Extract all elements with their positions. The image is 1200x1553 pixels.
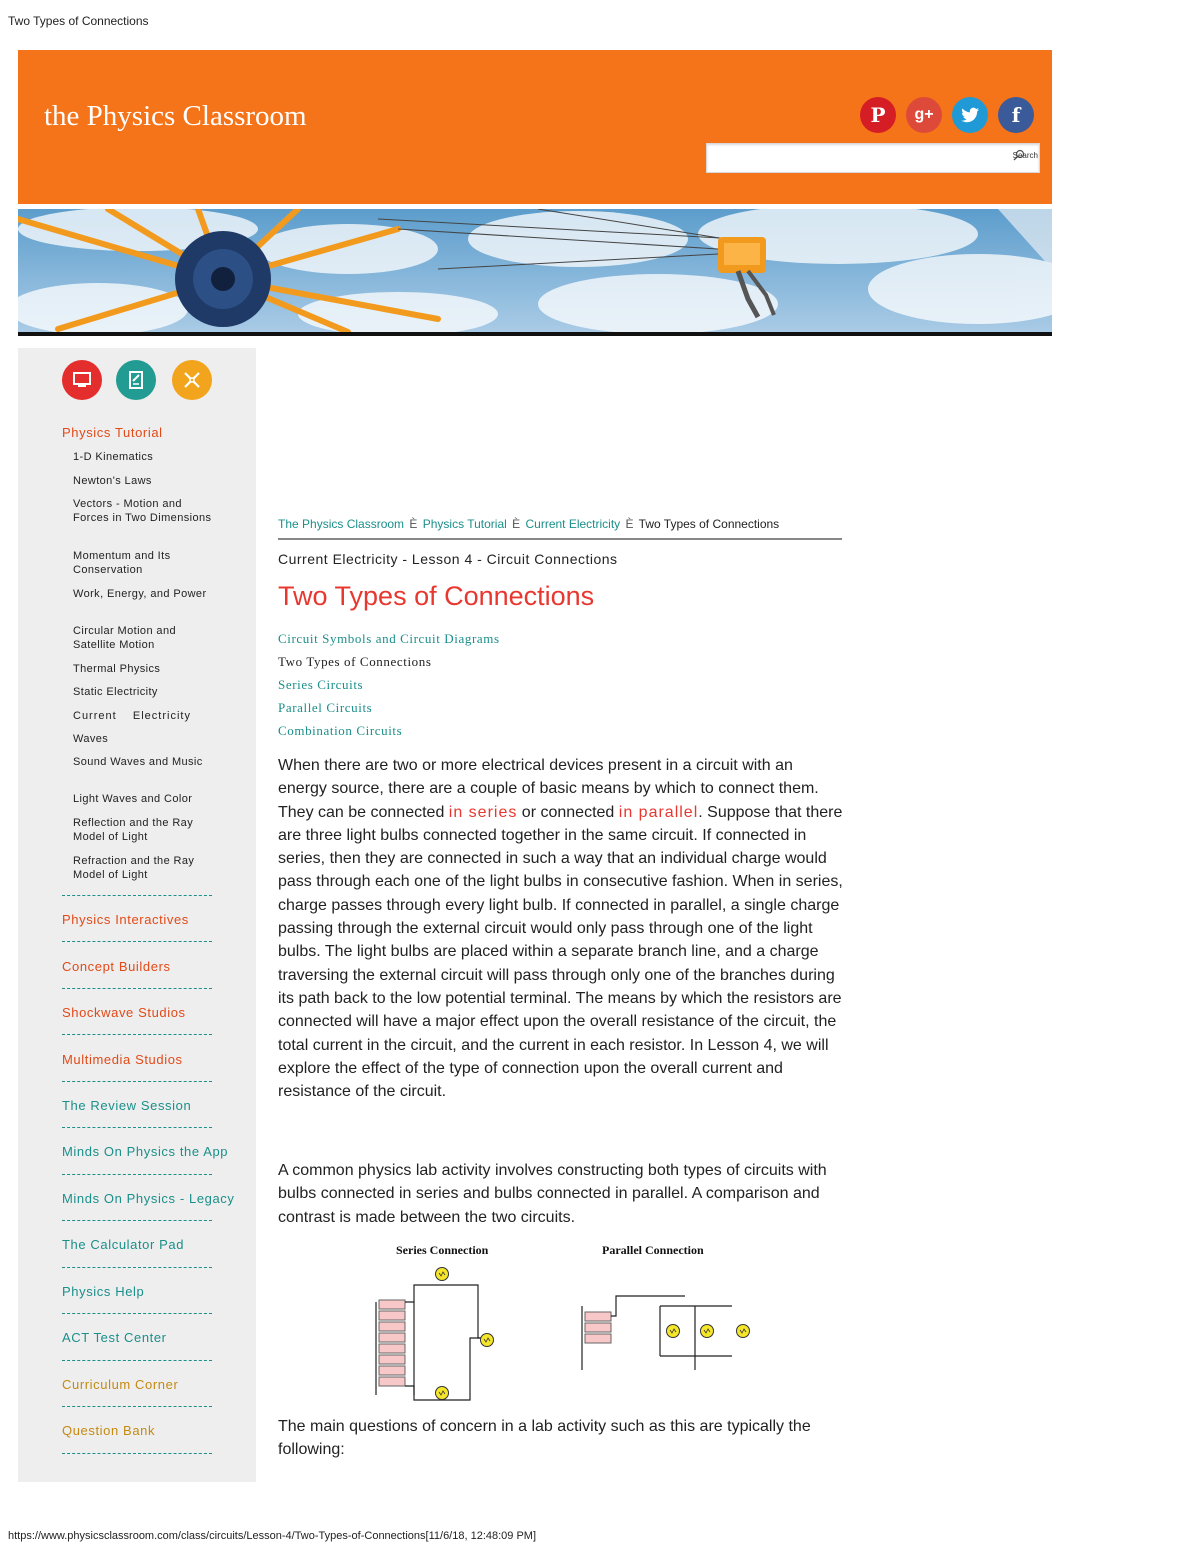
lesson-nav-series-circuits[interactable]: Series Circuits (278, 677, 364, 692)
series-connection-label: Series Connection (396, 1243, 489, 1257)
sidebar-concept-builders[interactable]: Concept Builders (62, 959, 171, 974)
google-plus-icon[interactable]: g+ (906, 97, 942, 133)
sidebar-item-work-energy[interactable]: Work, Energy, and Power (73, 588, 207, 600)
sidebar-item-circular-motion[interactable]: Circular Motion and Satellite Motion (73, 625, 176, 651)
sidebar-minds-on-physics-legacy[interactable]: Minds On Physics - Legacy (62, 1191, 235, 1206)
lesson-nav-two-types: Two Types of Connections (278, 654, 432, 669)
sidebar-divider (62, 1034, 212, 1035)
sidebar-multimedia-studios[interactable]: Multimedia Studios (62, 1052, 183, 1067)
lesson-nav-circuit-symbols[interactable]: Circuit Symbols and Circuit Diagrams (278, 631, 500, 646)
sidebar-question-bank[interactable]: Question Bank (62, 1423, 156, 1438)
sidebar-physics-tutorial[interactable]: Physics Tutorial (62, 425, 163, 440)
search-button[interactable] (1011, 151, 1036, 160)
sidebar-divider (62, 1360, 212, 1361)
sidebar-curriculum-corner[interactable]: Curriculum Corner (62, 1377, 179, 1392)
breadcrumb-current-page: Two Types of Connections (638, 517, 780, 531)
breadcrumb-separator: È (409, 517, 418, 531)
sidebar-act-test-center[interactable]: ACT Test Center (62, 1330, 167, 1345)
search-input[interactable] (711, 147, 1001, 169)
paragraph-text: When there are two or more electrical devices present in a circuit with an energy source, there are a couple of basic means by which to connect them. They can be connected (278, 757, 819, 821)
sidebar-item-momentum[interactable]: Momentum and Its Conservation (73, 550, 171, 576)
parallel-connection-label: Parallel Connection (602, 1243, 704, 1257)
paragraph-text: . Suppose that there are three light bulbs connected together in the same circuit. If connected in series, then they are connected in such a way that an individual charge would pass through each one of the light bulbs in consecutive fashion. When in series, charge passes through every light bulb. If connected in parallel, a single charge passing through the external circuit would only pass through one of the light bulbs. The light bulbs are placed within a separate branch line, and a charge traversing the external circuit will pass through only one of the branches during its path back to the low potential terminal. The means by which the resistors are connected will have a major effect upon the overall resistance of the circuit, the total current in the circuit, and the current in each resistor. In Lesson 4, we will explore the effect of the type of connection upon the overall current and resistance of the circuit. (278, 803, 843, 1101)
print-page-title: Two Types of Connections (8, 14, 149, 28)
search-button-label: Search (1012, 151, 1038, 160)
sidebar-item-kinematics[interactable]: 1-D Kinematics (73, 451, 154, 463)
sidebar-item-waves[interactable]: Waves (73, 733, 109, 745)
intro-paragraph (278, 754, 844, 1103)
sidebar-item-sound-waves[interactable]: Sound Waves and Music (73, 756, 203, 768)
parallel-circuit (582, 1296, 750, 1370)
sidebar-item-refraction[interactable]: Refraction and the Ray Model of Light (73, 855, 195, 881)
tutorial-shortcut-button[interactable] (62, 360, 102, 400)
lesson-subtitle: Current Electricity - Lesson 4 - Circuit Connections (278, 551, 618, 567)
monitor-icon (72, 370, 92, 390)
lesson-nav-combination-circuits[interactable]: Combination Circuits (278, 723, 403, 738)
worksheet-shortcut-button[interactable] (116, 360, 156, 400)
header-banner-image (18, 209, 1052, 336)
sidebar-divider (62, 1127, 212, 1128)
breadcrumb-physics-tutorial[interactable]: Physics Tutorial (422, 517, 507, 531)
twitter-icon[interactable] (952, 97, 988, 133)
sidebar-minds-on-physics-app[interactable]: Minds On Physics the App (62, 1144, 229, 1159)
in-series-link[interactable]: in series (448, 803, 518, 821)
paragraph-text: or connected (517, 803, 619, 821)
sidebar-item-reflection[interactable]: Reflection and the Ray Model of Light (73, 817, 194, 843)
page-title: Two Types of Connections (278, 581, 595, 611)
sidebar-item-vectors[interactable]: Vectors - Motion and Forces in Two Dimensions (73, 498, 212, 524)
in-parallel-link[interactable]: in parallel (618, 803, 699, 821)
sidebar-item-thermal-physics[interactable]: Thermal Physics (73, 663, 161, 675)
facebook-icon[interactable]: f (998, 97, 1034, 133)
site-logo-title[interactable]: the Physics Classroom (44, 100, 307, 132)
lab-activity-paragraph: A common physics lab activity involves constructing both types of circuits with bulbs connected in series and bulbs connected in parallel. A comparison and contrast is made between the two circuits. (278, 1162, 827, 1226)
sidebar (18, 348, 256, 1482)
sidebar-divider (62, 1406, 212, 1407)
lesson-nav-parallel-circuits[interactable]: Parallel Circuits (278, 700, 373, 715)
breadcrumb-home[interactable]: The Physics Classroom (278, 517, 405, 531)
questions-paragraph: The main questions of concern in a lab activity such as this are typically the following: (278, 1418, 811, 1459)
sidebar-divider (62, 988, 212, 989)
teacher-tools-shortcut-button[interactable] (172, 360, 212, 400)
circuit-diagram (370, 1240, 790, 1415)
sidebar-shockwave-studios[interactable]: Shockwave Studios (62, 1005, 186, 1020)
sidebar-review-session[interactable]: The Review Session (62, 1098, 192, 1113)
sidebar-item-newtons-laws[interactable]: Newton's Laws (73, 475, 152, 487)
sidebar-divider (62, 1220, 212, 1221)
sidebar-physics-help[interactable]: Physics Help (62, 1284, 145, 1299)
sidebar-divider (62, 1174, 212, 1175)
sidebar-item-current-electricity[interactable]: Current Electricity (73, 710, 191, 722)
sidebar-divider (62, 1453, 212, 1454)
breadcrumb-separator: È (625, 517, 634, 531)
sidebar-divider (62, 941, 212, 942)
breadcrumb (278, 517, 842, 540)
series-circuit (376, 1268, 494, 1401)
breadcrumb-current-electricity[interactable]: Current Electricity (525, 517, 621, 531)
search-box (706, 143, 1040, 173)
site-header (18, 50, 1052, 204)
tools-icon (182, 370, 202, 390)
sidebar-calculator-pad[interactable]: The Calculator Pad (62, 1237, 185, 1252)
sidebar-divider (62, 1313, 212, 1314)
document-icon (126, 370, 146, 390)
breadcrumb-separator: È (512, 517, 521, 531)
pinterest-icon[interactable]: P (860, 97, 896, 133)
sidebar-item-static-electricity[interactable]: Static Electricity (73, 686, 158, 698)
print-page-url: https://www.physicsclassroom.com/class/circuits/Lesson-4/Two-Types-of-Connections[11/6/18, 12:48:09 PM] (8, 1530, 537, 1542)
sidebar-divider (62, 895, 212, 896)
sidebar-item-light-waves[interactable]: Light Waves and Color (73, 793, 193, 805)
sidebar-divider (62, 1267, 212, 1268)
sidebar-divider (62, 1081, 212, 1082)
sidebar-physics-interactives[interactable]: Physics Interactives (62, 912, 189, 927)
